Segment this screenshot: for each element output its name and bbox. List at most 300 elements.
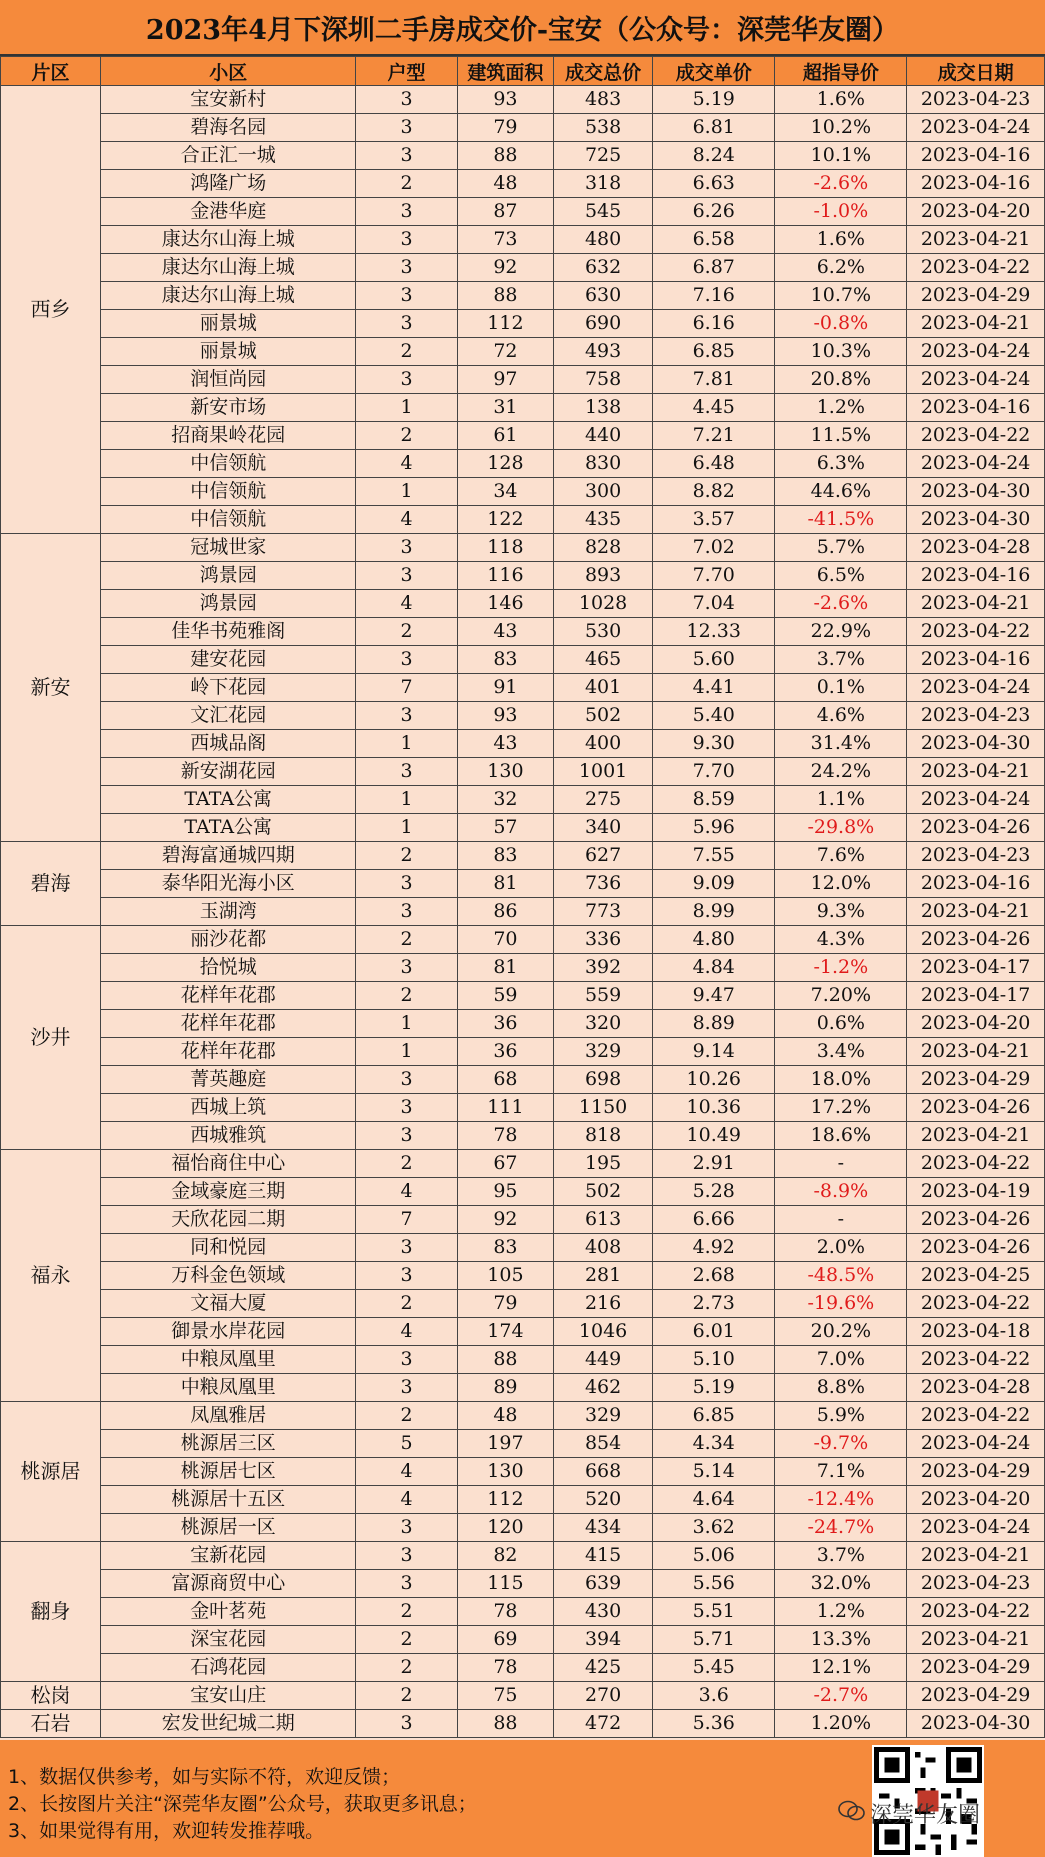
unit-price-cell: 9.47 — [653, 982, 775, 1010]
layout-cell: 4 — [356, 1178, 457, 1206]
community-cell: 花样年花郡 — [101, 982, 356, 1010]
area-cell: 83 — [457, 646, 554, 674]
over-guide-cell: 2.0% — [775, 1234, 907, 1262]
date-cell: 2023-04-21 — [907, 1038, 1045, 1066]
area-cell: 81 — [457, 870, 554, 898]
total-price-cell: 415 — [554, 1542, 653, 1570]
over-guide-cell: 5.7% — [775, 534, 907, 562]
date-cell: 2023-04-21 — [907, 590, 1045, 618]
table-row — [1, 114, 1045, 142]
unit-price-cell: 4.64 — [653, 1486, 775, 1514]
total-price-cell: 632 — [554, 254, 653, 282]
table-row — [1, 562, 1045, 590]
layout-cell: 3 — [356, 1066, 457, 1094]
table-row — [1, 1486, 1045, 1514]
community-cell: 康达尔山海上城 — [101, 226, 356, 254]
layout-cell: 2 — [356, 618, 457, 646]
table-row — [1, 1178, 1045, 1206]
table-row — [1, 674, 1045, 702]
total-price-cell: 530 — [554, 618, 653, 646]
area-cell: 61 — [457, 422, 554, 450]
area-cell: 146 — [457, 590, 554, 618]
community-cell: 文汇花园 — [101, 702, 356, 730]
area-cell: 48 — [457, 1402, 554, 1430]
layout-cell: 3 — [356, 1122, 457, 1150]
community-cell: 花样年花郡 — [101, 1010, 356, 1038]
unit-price-cell: 8.82 — [653, 478, 775, 506]
date-cell: 2023-04-22 — [907, 1290, 1045, 1318]
table-row — [1, 954, 1045, 982]
table-row — [1, 282, 1045, 310]
unit-price-cell: 4.41 — [653, 674, 775, 702]
community-cell: 佳华书苑雅阁 — [101, 618, 356, 646]
total-price-cell: 435 — [554, 506, 653, 534]
unit-price-cell: 5.71 — [653, 1626, 775, 1654]
table-row — [1, 1010, 1045, 1038]
table-row — [1, 394, 1045, 422]
over-guide-cell: 5.9% — [775, 1402, 907, 1430]
over-guide-cell: 0.6% — [775, 1010, 907, 1038]
area-cell: 93 — [457, 86, 554, 114]
unit-price-cell: 4.80 — [653, 926, 775, 954]
total-price-cell: 401 — [554, 674, 653, 702]
area-cell: 130 — [457, 1458, 554, 1486]
over-guide-cell: 18.0% — [775, 1066, 907, 1094]
unit-price-cell: 6.63 — [653, 170, 775, 198]
total-price-cell: 430 — [554, 1598, 653, 1626]
total-price-cell: 630 — [554, 282, 653, 310]
date-cell: 2023-04-24 — [907, 786, 1045, 814]
unit-price-cell: 5.14 — [653, 1458, 775, 1486]
over-guide-cell: -48.5% — [775, 1262, 907, 1290]
over-guide-cell: 1.6% — [775, 86, 907, 114]
layout-cell: 4 — [356, 1318, 457, 1346]
col-community: 小区 — [101, 57, 356, 86]
layout-cell: 2 — [356, 982, 457, 1010]
table-row — [1, 926, 1045, 954]
area-cell: 120 — [457, 1514, 554, 1542]
area-cell: 88 — [457, 1710, 554, 1738]
layout-cell: 3 — [356, 758, 457, 786]
unit-price-cell: 4.84 — [653, 954, 775, 982]
over-guide-cell: -8.9% — [775, 1178, 907, 1206]
unit-price-cell: 4.92 — [653, 1234, 775, 1262]
date-cell: 2023-04-24 — [907, 1514, 1045, 1542]
footer-note-1: 1、数据仅供参考，如与实际不符，欢迎反馈； — [8, 1766, 401, 1788]
community-cell: 福怡商住中心 — [101, 1150, 356, 1178]
table-row — [1, 702, 1045, 730]
community-cell: 中粮凤凰里 — [101, 1346, 356, 1374]
table-row — [1, 1682, 1045, 1710]
total-price-cell: 408 — [554, 1234, 653, 1262]
table-row — [1, 1346, 1045, 1374]
unit-price-cell: 6.66 — [653, 1206, 775, 1234]
date-cell: 2023-04-26 — [907, 1234, 1045, 1262]
date-cell: 2023-04-30 — [907, 506, 1045, 534]
over-guide-cell: 12.1% — [775, 1654, 907, 1682]
area-cell: 59 — [457, 982, 554, 1010]
layout-cell: 4 — [356, 1458, 457, 1486]
layout-cell: 3 — [356, 1570, 457, 1598]
district-cell: 桃源居 — [1, 1402, 101, 1542]
area-cell: 43 — [457, 730, 554, 758]
table-row — [1, 142, 1045, 170]
date-cell: 2023-04-21 — [907, 1542, 1045, 1570]
total-price-cell: 340 — [554, 814, 653, 842]
unit-price-cell: 6.87 — [653, 254, 775, 282]
total-price-cell: 281 — [554, 1262, 653, 1290]
over-guide-cell: 10.1% — [775, 142, 907, 170]
unit-price-cell: 8.24 — [653, 142, 775, 170]
layout-cell: 3 — [356, 86, 457, 114]
unit-price-cell: 7.02 — [653, 534, 775, 562]
area-cell: 88 — [457, 142, 554, 170]
area-cell: 174 — [457, 1318, 554, 1346]
community-cell: 碧海富通城四期 — [101, 842, 356, 870]
date-cell: 2023-04-29 — [907, 1066, 1045, 1094]
area-cell: 92 — [457, 254, 554, 282]
community-cell: 桃源居七区 — [101, 1458, 356, 1486]
total-price-cell: 725 — [554, 142, 653, 170]
date-cell: 2023-04-16 — [907, 562, 1045, 590]
table-row — [1, 1598, 1045, 1626]
district-cell: 西乡 — [1, 86, 101, 534]
unit-price-cell: 5.28 — [653, 1178, 775, 1206]
community-cell: TATA公寓 — [101, 786, 356, 814]
total-price-cell: 668 — [554, 1458, 653, 1486]
table-row — [1, 1626, 1045, 1654]
over-guide-cell: 4.3% — [775, 926, 907, 954]
district-cell: 石岩 — [1, 1710, 101, 1738]
table-row — [1, 1374, 1045, 1402]
total-price-cell: 773 — [554, 898, 653, 926]
community-cell: 西城上筑 — [101, 1094, 356, 1122]
date-cell: 2023-04-29 — [907, 282, 1045, 310]
layout-cell: 7 — [356, 674, 457, 702]
total-price-cell: 627 — [554, 842, 653, 870]
over-guide-cell: 4.6% — [775, 702, 907, 730]
area-cell: 72 — [457, 338, 554, 366]
total-price-cell: 1028 — [554, 590, 653, 618]
date-cell: 2023-04-22 — [907, 1402, 1045, 1430]
unit-price-cell: 4.34 — [653, 1430, 775, 1458]
total-price-cell: 336 — [554, 926, 653, 954]
table-row — [1, 198, 1045, 226]
layout-cell: 2 — [356, 1654, 457, 1682]
community-cell: 康达尔山海上城 — [101, 254, 356, 282]
date-cell: 2023-04-21 — [907, 1626, 1045, 1654]
over-guide-cell: 1.1% — [775, 786, 907, 814]
unit-price-cell: 6.48 — [653, 450, 775, 478]
community-cell: 新安市场 — [101, 394, 356, 422]
community-cell: 同和悦园 — [101, 1234, 356, 1262]
total-price-cell: 830 — [554, 450, 653, 478]
over-guide-cell: 10.3% — [775, 338, 907, 366]
over-guide-cell: -12.4% — [775, 1486, 907, 1514]
area-cell: 86 — [457, 898, 554, 926]
area-cell: 79 — [457, 1290, 554, 1318]
total-price-cell: 736 — [554, 870, 653, 898]
unit-price-cell: 6.81 — [653, 114, 775, 142]
date-cell: 2023-04-16 — [907, 142, 1045, 170]
table-row — [1, 814, 1045, 842]
over-guide-cell: 6.2% — [775, 254, 907, 282]
unit-price-cell: 5.96 — [653, 814, 775, 842]
layout-cell: 4 — [356, 506, 457, 534]
community-cell: 花样年花郡 — [101, 1038, 356, 1066]
col-district: 片区 — [1, 57, 101, 86]
total-price-cell: 818 — [554, 1122, 653, 1150]
unit-price-cell: 9.14 — [653, 1038, 775, 1066]
table-row — [1, 982, 1045, 1010]
total-price-cell: 138 — [554, 394, 653, 422]
table-row — [1, 338, 1045, 366]
total-price-cell: 434 — [554, 1514, 653, 1542]
area-cell: 67 — [457, 1150, 554, 1178]
unit-price-cell: 7.70 — [653, 758, 775, 786]
unit-price-cell: 7.16 — [653, 282, 775, 310]
date-cell: 2023-04-16 — [907, 394, 1045, 422]
over-guide-cell: 24.2% — [775, 758, 907, 786]
unit-price-cell: 3.6 — [653, 1682, 775, 1710]
col-area: 建筑面积 — [457, 57, 554, 86]
date-cell: 2023-04-26 — [907, 926, 1045, 954]
date-cell: 2023-04-24 — [907, 1430, 1045, 1458]
over-guide-cell: 3.4% — [775, 1038, 907, 1066]
date-cell: 2023-04-22 — [907, 422, 1045, 450]
total-price-cell: 893 — [554, 562, 653, 590]
area-cell: 112 — [457, 310, 554, 338]
area-cell: 130 — [457, 758, 554, 786]
total-price-cell: 329 — [554, 1402, 653, 1430]
table-row — [1, 870, 1045, 898]
over-guide-cell: 31.4% — [775, 730, 907, 758]
layout-cell: 3 — [356, 1346, 457, 1374]
date-cell: 2023-04-24 — [907, 450, 1045, 478]
community-cell: 桃源居一区 — [101, 1514, 356, 1542]
table-row — [1, 1290, 1045, 1318]
layout-cell: 3 — [356, 254, 457, 282]
community-cell: 碧海名园 — [101, 114, 356, 142]
area-cell: 115 — [457, 1570, 554, 1598]
table-row — [1, 618, 1045, 646]
unit-price-cell: 5.45 — [653, 1654, 775, 1682]
table-row — [1, 1402, 1045, 1430]
layout-cell: 3 — [356, 282, 457, 310]
community-cell: 万科金色领域 — [101, 1262, 356, 1290]
table-row — [1, 1710, 1045, 1738]
district-cell: 福永 — [1, 1150, 101, 1402]
col-layout: 户型 — [356, 57, 457, 86]
table-row — [1, 758, 1045, 786]
unit-price-cell: 3.62 — [653, 1514, 775, 1542]
table-row — [1, 534, 1045, 562]
area-cell: 81 — [457, 954, 554, 982]
unit-price-cell: 5.36 — [653, 1710, 775, 1738]
layout-cell: 2 — [356, 1682, 457, 1710]
unit-price-cell: 2.68 — [653, 1262, 775, 1290]
layout-cell: 3 — [356, 1234, 457, 1262]
community-cell: 招商果岭花园 — [101, 422, 356, 450]
table-row — [1, 1542, 1045, 1570]
community-cell: 中粮凤凰里 — [101, 1374, 356, 1402]
total-price-cell: 275 — [554, 786, 653, 814]
date-cell: 2023-04-23 — [907, 842, 1045, 870]
over-guide-cell: 11.5% — [775, 422, 907, 450]
community-cell: 鸿景园 — [101, 562, 356, 590]
over-guide-cell: -2.6% — [775, 170, 907, 198]
table-row — [1, 1122, 1045, 1150]
community-cell: 中信领航 — [101, 506, 356, 534]
total-price-cell: 270 — [554, 1682, 653, 1710]
total-price-cell: 502 — [554, 702, 653, 730]
area-cell: 88 — [457, 282, 554, 310]
over-guide-cell: 3.7% — [775, 646, 907, 674]
community-cell: 岭下花园 — [101, 674, 356, 702]
area-cell: 32 — [457, 786, 554, 814]
area-cell: 43 — [457, 618, 554, 646]
layout-cell: 3 — [356, 702, 457, 730]
unit-price-cell: 2.73 — [653, 1290, 775, 1318]
area-cell: 105 — [457, 1262, 554, 1290]
date-cell: 2023-04-16 — [907, 170, 1045, 198]
layout-cell: 3 — [356, 954, 457, 982]
over-guide-cell: 6.5% — [775, 562, 907, 590]
area-cell: 112 — [457, 1486, 554, 1514]
layout-cell: 2 — [356, 1598, 457, 1626]
table-row — [1, 226, 1045, 254]
community-cell: 文福大厦 — [101, 1290, 356, 1318]
table-row — [1, 1206, 1045, 1234]
table-row — [1, 310, 1045, 338]
unit-price-cell: 6.85 — [653, 338, 775, 366]
community-cell: 宝安新村 — [101, 86, 356, 114]
layout-cell: 5 — [356, 1430, 457, 1458]
table-row — [1, 1318, 1045, 1346]
table-row — [1, 590, 1045, 618]
total-price-cell: 320 — [554, 1010, 653, 1038]
date-cell: 2023-04-22 — [907, 1598, 1045, 1626]
unit-price-cell: 5.19 — [653, 86, 775, 114]
over-guide-cell: -9.7% — [775, 1430, 907, 1458]
area-cell: 57 — [457, 814, 554, 842]
over-guide-cell: 7.20% — [775, 982, 907, 1010]
table-row — [1, 478, 1045, 506]
unit-price-cell: 8.59 — [653, 786, 775, 814]
date-cell: 2023-04-30 — [907, 730, 1045, 758]
total-price-cell: 828 — [554, 534, 653, 562]
over-guide-cell: 12.0% — [775, 870, 907, 898]
community-cell: 润恒尚园 — [101, 366, 356, 394]
total-price-cell: 300 — [554, 478, 653, 506]
district-cell: 碧海 — [1, 842, 101, 926]
date-cell: 2023-04-20 — [907, 1486, 1045, 1514]
date-cell: 2023-04-26 — [907, 1094, 1045, 1122]
layout-cell: 2 — [356, 1150, 457, 1178]
page-title: 2023年4月下深圳二手房成交价-宝安（公众号：深莞华友圈） — [0, 0, 1045, 56]
community-cell: 建安花园 — [101, 646, 356, 674]
footer-note-2: 2、长按图片关注“深莞华友圈”公众号，获取更多讯息； — [8, 1793, 477, 1815]
layout-cell: 1 — [356, 394, 457, 422]
over-guide-cell: 1.20% — [775, 1710, 907, 1738]
date-cell: 2023-04-23 — [907, 1570, 1045, 1598]
date-cell: 2023-04-25 — [907, 1262, 1045, 1290]
unit-price-cell: 7.55 — [653, 842, 775, 870]
unit-price-cell: 9.09 — [653, 870, 775, 898]
unit-price-cell: 7.21 — [653, 422, 775, 450]
table-row — [1, 1654, 1045, 1682]
total-price-cell: 538 — [554, 114, 653, 142]
unit-price-cell: 8.99 — [653, 898, 775, 926]
over-guide-cell: 1.2% — [775, 1598, 907, 1626]
total-price-cell: 329 — [554, 1038, 653, 1066]
total-price-cell: 400 — [554, 730, 653, 758]
over-guide-cell: 44.6% — [775, 478, 907, 506]
table-row — [1, 842, 1045, 870]
table-row — [1, 1570, 1045, 1598]
community-cell: 西城品阁 — [101, 730, 356, 758]
unit-price-cell: 5.06 — [653, 1542, 775, 1570]
unit-price-cell: 5.40 — [653, 702, 775, 730]
brand-watermark: 深莞华友圈 — [870, 1803, 981, 1828]
over-guide-cell: -0.8% — [775, 310, 907, 338]
community-cell: 冠城世家 — [101, 534, 356, 562]
total-price-cell: 559 — [554, 982, 653, 1010]
total-price-cell: 1046 — [554, 1318, 653, 1346]
over-guide-cell: -29.8% — [775, 814, 907, 842]
area-cell: 79 — [457, 114, 554, 142]
date-cell: 2023-04-22 — [907, 254, 1045, 282]
community-cell: 丽沙花都 — [101, 926, 356, 954]
layout-cell: 1 — [356, 814, 457, 842]
date-cell: 2023-04-22 — [907, 1346, 1045, 1374]
over-guide-cell: 10.7% — [775, 282, 907, 310]
date-cell: 2023-04-21 — [907, 758, 1045, 786]
col-unit-price: 成交单价 — [653, 57, 775, 86]
over-guide-cell: - — [775, 1150, 907, 1178]
over-guide-cell: 0.1% — [775, 674, 907, 702]
over-guide-cell: 6.3% — [775, 450, 907, 478]
layout-cell: 2 — [356, 422, 457, 450]
layout-cell: 2 — [356, 170, 457, 198]
table-row — [1, 1234, 1045, 1262]
date-cell: 2023-04-24 — [907, 338, 1045, 366]
total-price-cell: 472 — [554, 1710, 653, 1738]
district-cell: 松岗 — [1, 1682, 101, 1710]
total-price-cell: 502 — [554, 1178, 653, 1206]
layout-cell: 3 — [356, 562, 457, 590]
area-cell: 118 — [457, 534, 554, 562]
area-cell: 92 — [457, 1206, 554, 1234]
area-cell: 75 — [457, 1682, 554, 1710]
area-cell: 91 — [457, 674, 554, 702]
layout-cell: 3 — [356, 1514, 457, 1542]
unit-price-cell: 5.56 — [653, 1570, 775, 1598]
community-cell: 合正汇一城 — [101, 142, 356, 170]
community-cell: 宝安山庄 — [101, 1682, 356, 1710]
layout-cell: 3 — [356, 142, 457, 170]
area-cell: 97 — [457, 366, 554, 394]
layout-cell: 3 — [356, 1710, 457, 1738]
table-row — [1, 786, 1045, 814]
total-price-cell: 449 — [554, 1346, 653, 1374]
date-cell: 2023-04-30 — [907, 478, 1045, 506]
area-cell: 83 — [457, 1234, 554, 1262]
date-cell: 2023-04-28 — [907, 1374, 1045, 1402]
date-cell: 2023-04-20 — [907, 1010, 1045, 1038]
table-row — [1, 506, 1045, 534]
community-cell: 金域豪庭三期 — [101, 1178, 356, 1206]
